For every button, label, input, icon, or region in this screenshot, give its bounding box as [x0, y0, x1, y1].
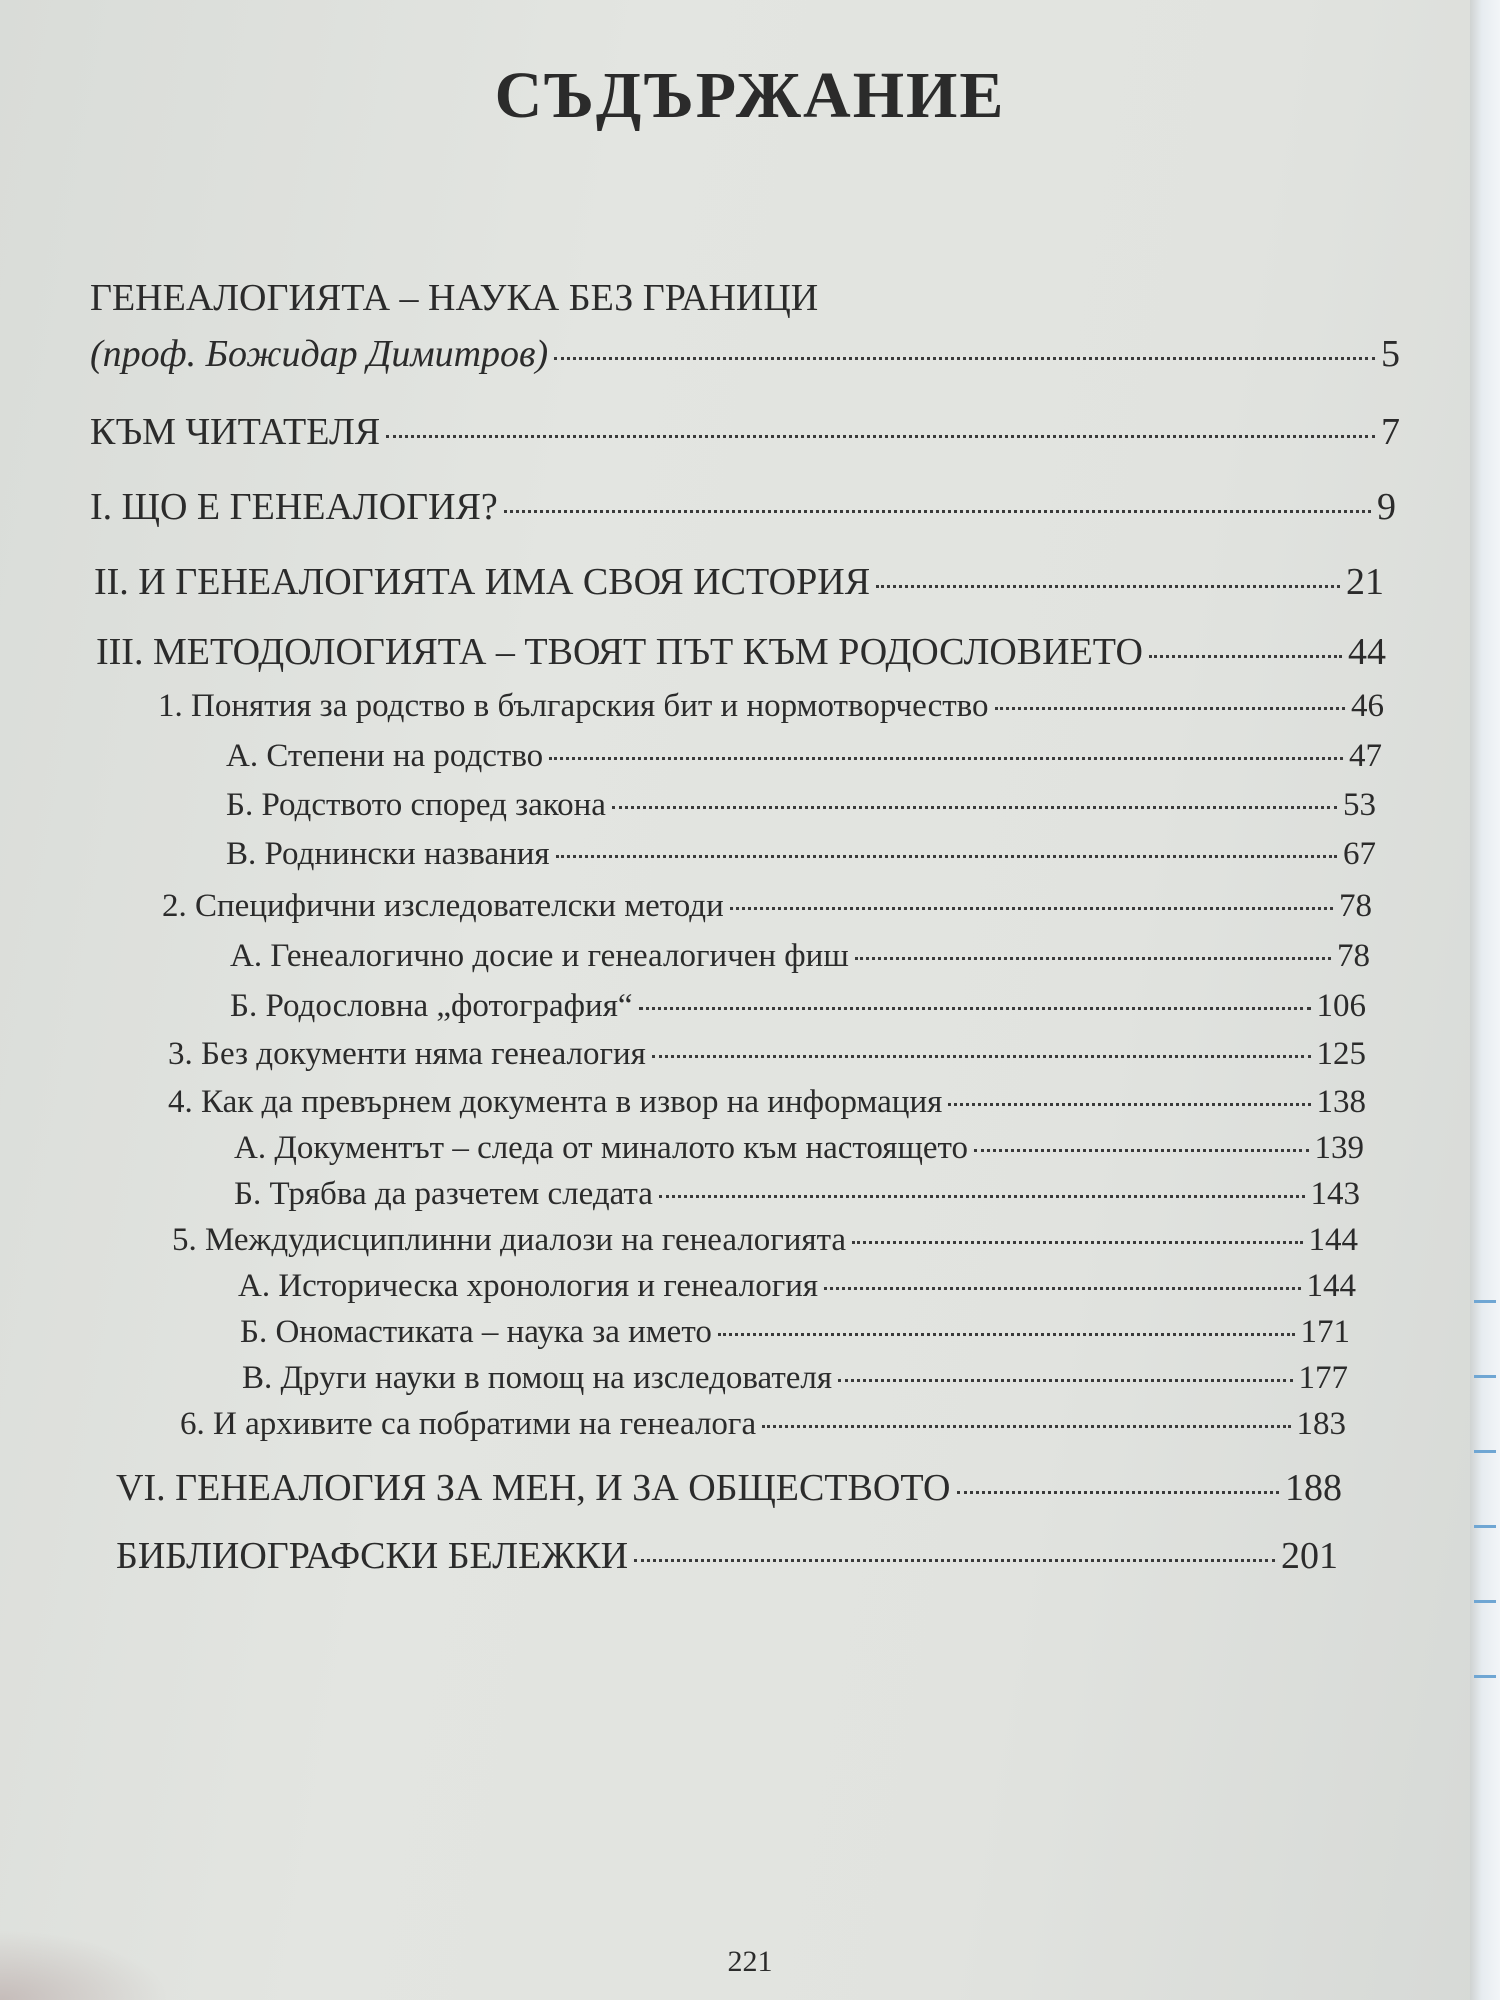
toc-entry-page: 106: [1316, 988, 1366, 1024]
dot-leader: [974, 1149, 1309, 1152]
notebook-line: [1474, 1375, 1496, 1378]
toc-entry-page: 177: [1298, 1360, 1348, 1396]
toc-entry-page: 44: [1348, 631, 1386, 673]
dot-leader: [852, 1241, 1302, 1244]
toc-entry-page: 78: [1339, 888, 1372, 924]
page-title: СЪДЪРЖАНИЕ: [494, 59, 1006, 132]
toc-entry: [116, 1534, 1338, 1578]
toc-entry-page: 125: [1316, 1036, 1366, 1072]
dot-leader: [386, 435, 1375, 438]
toc-entry: [226, 787, 1376, 824]
toc-entry-title: VI. ГЕНЕАЛОГИЯ ЗА МЕН, И ЗА ОБЩЕСТВОТО: [116, 1467, 951, 1509]
toc-entry: [230, 988, 1366, 1025]
toc-entry-title: 2. Специфични изследователски методи: [162, 888, 724, 924]
dot-leader: [855, 957, 1331, 960]
toc-entry-title: 1. Понятия за родство в българския бит и нормотворчество: [158, 688, 989, 724]
dot-leader: [659, 1195, 1305, 1198]
dot-leader: [995, 707, 1346, 710]
toc-entry-title: I. ЩО Е ГЕНЕАЛОГИЯ?: [90, 486, 498, 528]
toc-entry-page: 143: [1310, 1176, 1360, 1212]
toc-entry: [226, 738, 1382, 775]
toc-entry-page: 67: [1343, 836, 1376, 872]
toc-entry-author: (проф. Божидар Димитров): [90, 333, 549, 375]
toc-entry-title: 4. Как да превърнем документа в извор на информация: [168, 1084, 943, 1120]
page-edge: [1470, 0, 1500, 2000]
dot-leader: [824, 1287, 1300, 1290]
toc-entry-page: 9: [1377, 486, 1396, 528]
toc-entry-title: 3. Без документи няма генеалогия: [168, 1036, 646, 1072]
toc-entry-page: 47: [1349, 738, 1382, 774]
notebook-line: [1474, 1300, 1496, 1303]
toc-entry: [180, 1406, 1346, 1443]
toc-entry: [96, 630, 1386, 674]
toc-entry-title: Б. Родството според закона: [226, 787, 606, 823]
dot-leader: [556, 855, 1337, 858]
toc-entry-page: 188: [1285, 1467, 1342, 1509]
toc-entry-page: 5: [1381, 333, 1400, 375]
toc-entry: [90, 485, 1396, 529]
dot-leader: [762, 1425, 1290, 1428]
toc-entry: [240, 1314, 1350, 1351]
dot-leader: [504, 510, 1371, 513]
dot-leader: [634, 1559, 1275, 1562]
toc-entry-page: 171: [1300, 1314, 1350, 1350]
toc-entry-title: 6. И архивите са побратими на генеалога: [180, 1406, 757, 1442]
toc-entry-title: А. Генеалогично досие и генеалогичен фиш: [230, 938, 849, 974]
toc-entry: [94, 560, 1384, 604]
toc-entry: [242, 1360, 1348, 1397]
dot-leader: [652, 1055, 1311, 1058]
dot-leader: [838, 1379, 1292, 1382]
toc-entry-title: БИБЛИОГРАФСКИ БЕЛЕЖКИ: [116, 1535, 629, 1577]
toc-entry-page: 201: [1281, 1535, 1338, 1577]
toc-entry-page: 144: [1306, 1268, 1356, 1304]
toc-entry: [116, 1466, 1342, 1510]
toc-entry-title: II. И ГЕНЕАЛОГИЯТА ИМА СВОЯ ИСТОРИЯ: [94, 561, 871, 603]
toc-entry-title: Б. Ономастиката – наука за името: [240, 1314, 712, 1350]
dot-leader: [730, 907, 1333, 910]
toc-entry-title: 5. Междудисциплинни диалози на генеалогията: [172, 1222, 847, 1258]
toc-entry-title: КЪМ ЧИТАТЕЛЯ: [90, 411, 381, 453]
toc-entry-title: В. Други науки в помощ на изследователя: [242, 1360, 833, 1396]
toc-entry: [234, 1130, 1364, 1167]
toc-entry-title: Б. Трябва да разчетем следата: [234, 1176, 653, 1212]
toc-entry-page: 144: [1308, 1222, 1358, 1258]
dot-leader: [612, 806, 1337, 809]
toc-entry-page: 21: [1346, 561, 1384, 603]
toc-entry: [230, 938, 1370, 975]
toc-entry-page: 53: [1343, 787, 1376, 823]
notebook-line: [1474, 1450, 1496, 1453]
dot-leader: [718, 1333, 1295, 1336]
toc-entry: [238, 1268, 1356, 1305]
notebook-line: [1474, 1675, 1496, 1678]
dot-leader: [639, 1007, 1311, 1010]
dot-leader: [948, 1103, 1310, 1106]
dot-leader: [554, 357, 1375, 360]
toc-entry-title: III. МЕТОДОЛОГИЯТА – ТВОЯТ ПЪТ КЪМ РОДОСЛОВИЕТО: [96, 631, 1143, 673]
toc-entry-page: 46: [1351, 688, 1384, 724]
toc-entry-title: А. Степени на родство: [226, 738, 544, 774]
toc-entry: [172, 1222, 1358, 1259]
toc-entry: [168, 1084, 1366, 1121]
dot-leader: [876, 585, 1340, 588]
dot-leader: [957, 1491, 1280, 1494]
toc-entry: [234, 1176, 1360, 1213]
toc-entry-page: 183: [1296, 1406, 1346, 1442]
toc-entry-title: Б. Родословна „фотография“: [230, 988, 633, 1024]
toc-entry: [226, 836, 1376, 873]
toc-entry-page: 138: [1316, 1084, 1366, 1120]
toc-entry-title: А. Историческа хронология и генеалогия: [238, 1268, 819, 1304]
toc-entry-intro: [90, 332, 1400, 376]
toc-entry-page: 7: [1381, 411, 1400, 453]
notebook-line: [1474, 1600, 1496, 1603]
notebook-line: [1474, 1525, 1496, 1528]
toc-entry: [168, 1036, 1366, 1073]
toc-intro-heading: ГЕНЕАЛОГИЯТА – НАУКА БЕЗ ГРАНИЦИ: [90, 277, 819, 319]
page-number: 221: [727, 1945, 773, 1978]
toc-entry-page: 78: [1337, 938, 1370, 974]
dot-leader: [1149, 655, 1342, 658]
toc-entry: [158, 688, 1384, 725]
toc-entry-title: А. Документът – следа от миналото към настоящето: [234, 1130, 968, 1166]
dot-leader: [549, 757, 1343, 760]
toc-entry-title: В. Роднински названия: [226, 836, 550, 872]
toc-entry: [162, 888, 1372, 925]
toc-entry: [90, 410, 1400, 454]
toc-entry-page: 139: [1314, 1130, 1364, 1166]
